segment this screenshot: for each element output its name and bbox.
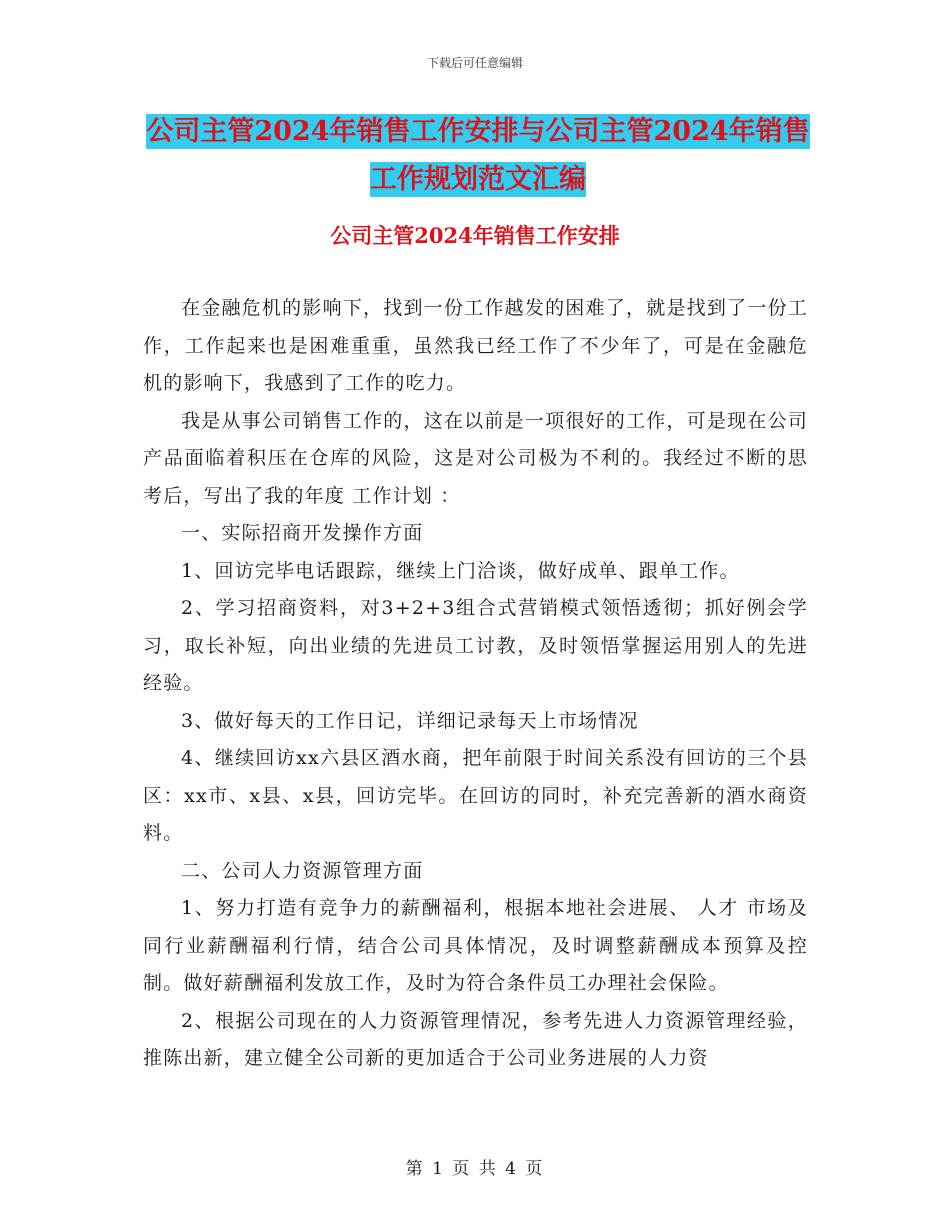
paragraph: 二、公司人力资源管理方面: [181, 859, 424, 882]
paragraph: 一、实际招商开发操作方面: [181, 522, 424, 544]
paragraph: 2、根据公司现在的人力资源管理情况，参考先进人力资源管理经验，推陈出新，建立健全公司新的更加适合于公司业务进展的人力资: [143, 1009, 808, 1069]
document-title-text: 公司主管2024年销售工作安排与公司主管2024年销售工作规划范文汇编: [146, 116, 810, 195]
document-body: [143, 290, 808, 1078]
page-footer: 第 1 页 共 4 页: [405, 1159, 545, 1179]
paragraph: 2、学习招商资料，对3+2+3组合式营销模式领悟透彻；抓好例会学习，取长补短，向出业绩的先进员工讨教，及时领悟掌握运用别人的先进经验。: [143, 597, 808, 694]
paragraph: 4、继续回访xx六县区酒水商，把年前限于时间关系没有回访的三个县区：xx市、x县、x县，回访完毕。在回访的同时，补充完善新的酒水商资料。: [143, 747, 808, 844]
header-note: 下载后可任意编辑: [426, 56, 523, 70]
paragraph: 1、回访完毕电话跟踪，继续上门洽谈，做好成单、跟单工作。: [181, 559, 740, 582]
paragraph: 1、努力打造有竞争力的薪酬福利，根据本地社会进展、 人才 市场及同行业薪酬福利行情，结合公司具体情况，及时调整薪酬成本预算及控制。做好薪酬福利发放工作，及时为符合条件员工办理社会保险。: [143, 897, 808, 994]
paragraph: 我是从事公司销售工作的，这在以前是一项很好的工作，可是现在公司产品面临着积压在仓库的风险，这是对公司极为不利的。我经过不断的思考后，写出了我的年度 工作计划 ：: [143, 409, 808, 507]
paragraph: 在金融危机的影响下，找到一份工作越发的困难了，就是找到了一份工作，工作起来也是困难重重，虽然我已经工作了不少年了，可是在金融危机的影响下，我感到了工作的吃力。: [143, 297, 808, 394]
paragraph: 3、做好每天的工作日记，详细记录每天上市场情况: [181, 709, 639, 732]
document-title: [143, 108, 813, 204]
section-title: 公司主管2024年销售工作安排: [330, 223, 620, 248]
